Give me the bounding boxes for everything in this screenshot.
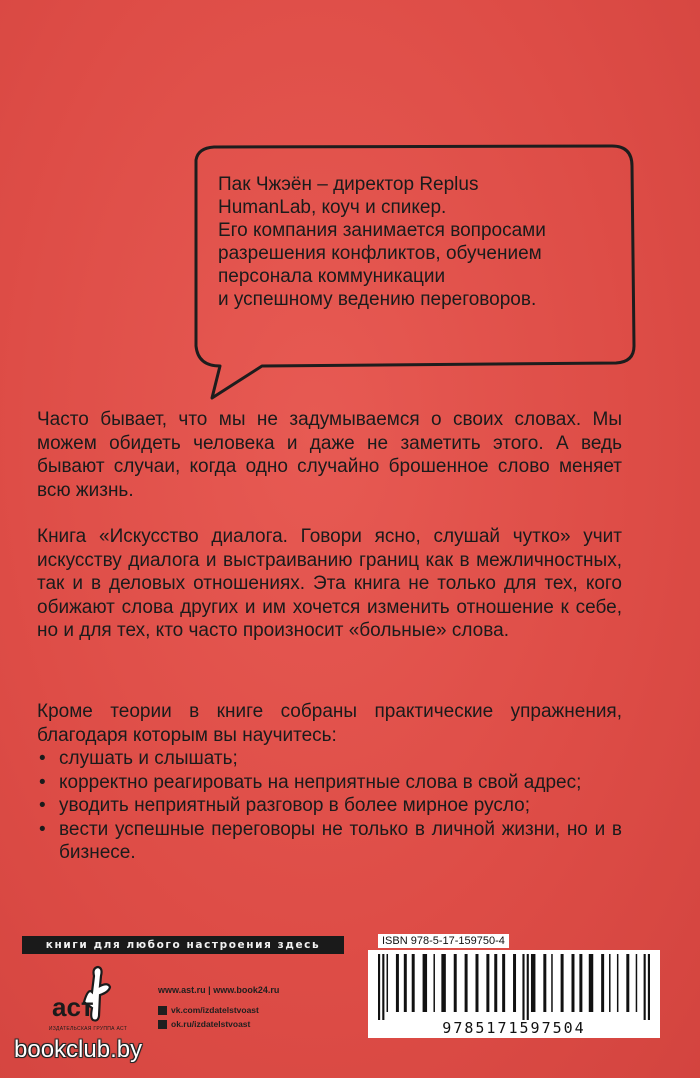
bio-line: Пак Чжэён – директор Replus <box>218 174 479 195</box>
vk-icon <box>158 1006 167 1015</box>
barcode-bar <box>387 954 388 1012</box>
barcode <box>368 950 660 1038</box>
bio-line: персонала коммуникации <box>218 266 446 287</box>
barcode-bar <box>494 954 497 1012</box>
barcode-bar <box>433 954 434 1012</box>
barcode-bar <box>589 954 593 1012</box>
barcode-bar <box>441 954 445 1012</box>
bio-line: разрешения конфликтов, обучением <box>218 243 542 264</box>
watermark: bookclub.by <box>14 1036 143 1063</box>
bio-line: и успешному ведению переговоров. <box>218 289 537 310</box>
barcode-bar <box>502 954 505 1012</box>
skills-section <box>37 700 622 865</box>
publisher-websites[interactable]: www.ast.ru | www.book24.ru <box>158 985 280 995</box>
barcode-bar <box>571 954 574 1012</box>
ast-logo-icon <box>48 958 134 1028</box>
bullet-icon: • <box>39 795 46 816</box>
author-bio <box>218 173 598 311</box>
barcode-bar <box>412 954 415 1012</box>
barcode-bar <box>513 954 516 1012</box>
barcode-number: 9785171597504 <box>442 1019 586 1037</box>
series-tagline: книги для любого настроения здесь <box>22 936 344 954</box>
list-item: • слушать и слышать; <box>39 748 238 769</box>
bio-line: Его компания занимается вопросами <box>218 220 546 241</box>
ok-link[interactable] <box>158 1019 250 1029</box>
list-item: • вести успешные переговоры не только в личной жизни, но и в бизнесе. <box>39 818 622 863</box>
barcode-bar <box>382 954 384 1020</box>
barcode-bar <box>609 954 610 1012</box>
barcode-bar <box>617 954 618 1012</box>
bullet-icon: • <box>39 771 46 793</box>
barcode-bar <box>531 954 535 1012</box>
logo-text: аст <box>52 992 94 1022</box>
book-description: Книга «Искусство диалога. Говори ясно, слушай чутко» учит искусству диалога и выстраиванию границ как в межличностных, так и в деловых отношениях. Эта книга не только для тех, кого обижают слова других и им хочется изменить отношение к себе, но и для тех, кто часто произносит «больные» слова. <box>37 526 622 641</box>
bio-line: HumanLab, коуч и спикер. <box>218 197 447 218</box>
vk-link[interactable] <box>158 1005 259 1015</box>
barcode-bar <box>579 954 582 1012</box>
bullet-icon: • <box>39 748 46 769</box>
barcode-bar <box>465 954 468 1012</box>
isbn: ISBN 978-5-17-159750-4 <box>378 934 509 948</box>
publisher-name: ИЗДАТЕЛЬСКАЯ ГРУППА АСТ <box>48 1026 128 1032</box>
barcode-bar <box>626 954 629 1012</box>
barcode-bar <box>543 954 546 1012</box>
barcode-bar <box>396 954 399 1012</box>
vk-url: vk.com/izdatelstvoast <box>171 1005 259 1015</box>
barcode-bars <box>378 954 650 1020</box>
barcode-bar <box>648 954 650 1020</box>
bullet-icon: • <box>39 818 46 840</box>
barcode-bar <box>551 954 552 1012</box>
barcode-bar <box>423 954 427 1012</box>
barcode-bar <box>522 954 524 1020</box>
list-item: • уводить неприятный разговор в более мирное русло; <box>39 795 531 816</box>
barcode-bar <box>475 954 478 1012</box>
barcode-bar <box>404 954 407 1012</box>
intro-paragraph: Часто бывает, что мы не задумываемся о своих словах. Мы можем обидеть человека и даже не заметить этого. А ведь бывают случаи, когда одно случайно брошенное слово меняет всю жизнь. <box>37 409 622 501</box>
ok-icon <box>158 1020 167 1029</box>
barcode-bar <box>636 954 637 1012</box>
ok-url: ok.ru/izdatelstvoast <box>171 1019 251 1029</box>
list-item: • корректно реагировать на неприятные слова в свой адрес; <box>39 771 582 793</box>
barcode-bar <box>644 954 646 1020</box>
barcode-bar <box>527 954 529 1020</box>
skills-list <box>37 747 622 865</box>
barcode-bar <box>561 954 564 1012</box>
barcode-bar <box>454 954 457 1012</box>
barcode-bar <box>486 954 489 1012</box>
barcode-bar <box>601 954 604 1012</box>
barcode-bar <box>378 954 380 1020</box>
skills-intro: Кроме теории в книге собраны практические упражнения, благодаря которым вы научитесь: <box>37 701 622 746</box>
